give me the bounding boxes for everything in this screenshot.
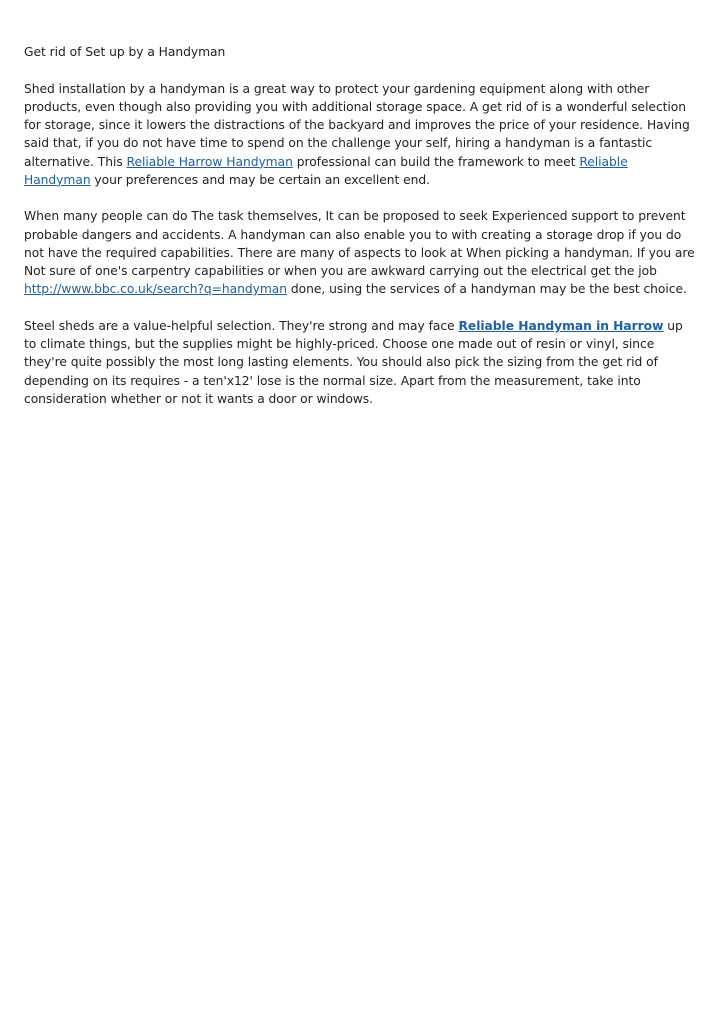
document-title: Get rid of Set up by a Handyman [24,45,226,59]
reliable-harrow-handyman-link[interactable]: Reliable Harrow Handyman [126,154,293,169]
bbc-search-link[interactable]: http://www.bbc.co.uk/search?q=handyman [24,282,288,297]
reliable-handyman-link[interactable]: Reliable Handyman [24,154,628,187]
paragraph-3 [24,317,698,408]
paragraph-2 [24,207,698,298]
paragraph-2-text-a: When many people can do The task themselves, It can be proposed to seek Experienced support to prevent probable dangers and accidents. A handyman can also enable you to with creating a storage drop if you do not have the required capabilities. There are many of aspects to look at When picking a handyman. If you are Not sure of one's carpentry capabilities or when you are awkward carrying out the electrical get the job [24,209,695,279]
paragraph-1-text-a: Shed installation by a handyman is a great way to protect your gardening equipment along with other products, even though also providing you with additional storage space. A get rid of is a wonderful selection for storage, since it lowers the distractions of the backyard and improves the price of your residence. Having said that, if you do not have time to spend on the challenge your self, hiring a handyman is a fantastic alternative. This [24,81,690,169]
paragraph-1-text-c: your preferences and may be certain an excellent end. [90,172,431,187]
paragraph-3-text-b: up to climate things, but the supplies might be highly-priced. Choose one made out of resin or vinyl, since they're quite possibly the most long lasting elements. You should also pick the sizing from the get rid of depending on its requires - a ten'x12' lose is the normal size. Apart from the measurement, take into consideration whether or not it wants a door or windows. [24,318,683,406]
paragraph-2-text-b: done, using the services of a handyman may be the best choice. [287,282,687,297]
paragraph-1-text-b: professional can build the framework to meet [292,154,580,169]
reliable-handyman-in-harrow-link[interactable]: Reliable Handyman in Harrow [458,318,664,333]
paragraph-3-text-a: Steel sheds are a value-helpful selection. They're strong and may face [24,318,459,333]
document-body [24,43,698,426]
paragraph-1 [24,80,698,189]
